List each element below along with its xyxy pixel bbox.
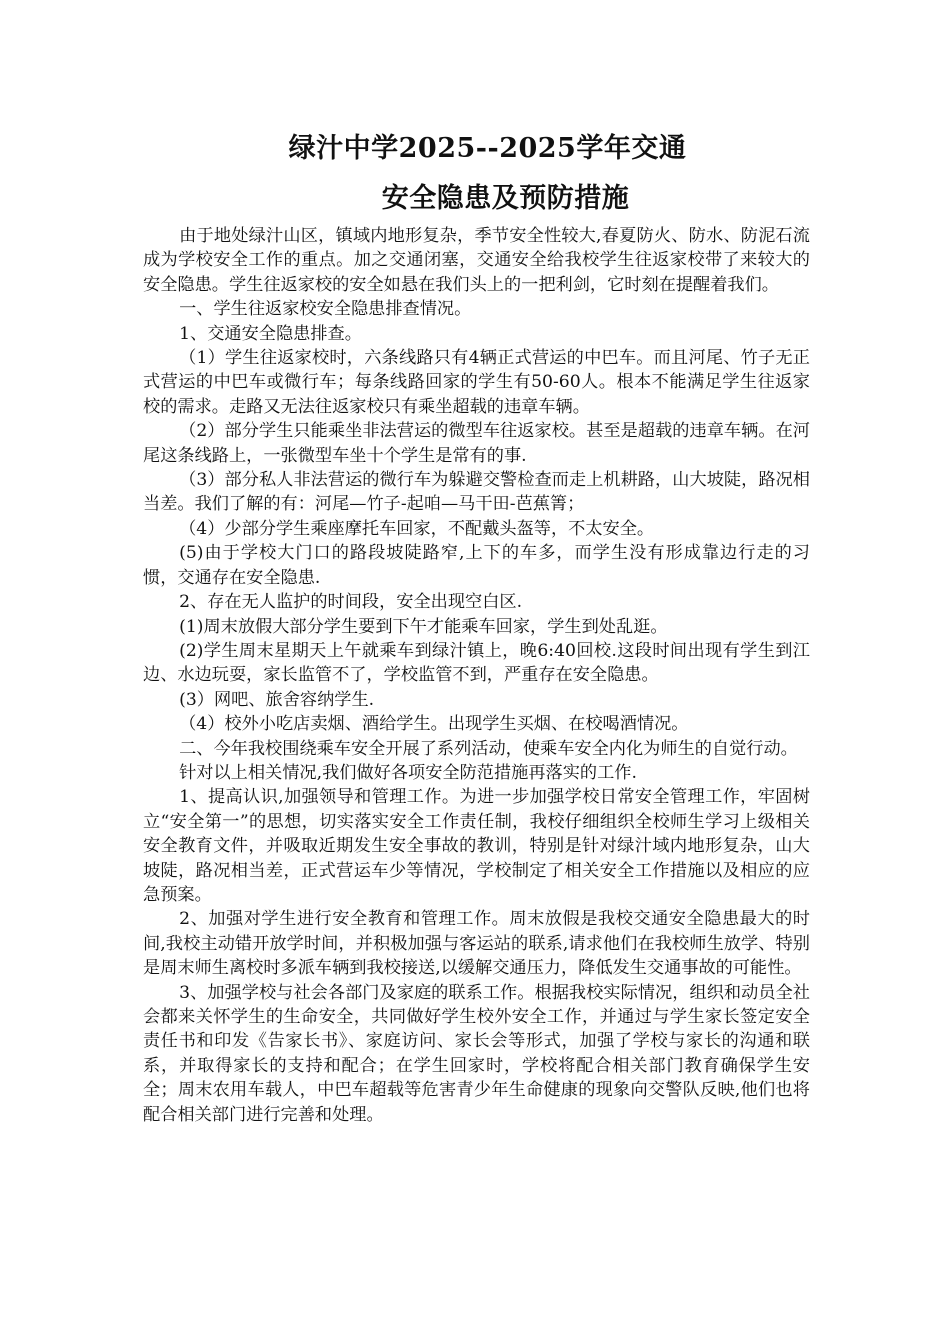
- subsection-heading-1-2: 2、存在无人监护的时间段，安全出现空白区.: [179, 592, 523, 613]
- paragraph-intro: 由于地处绿汁山区，镇域内地形复杂，季节安全性较大,春夏防火、防水、防泥石流成为学校安全工作的重点。加之交通闭塞，交通安全给我校学生往返家校带了来较大的安全隐患。学生往返家校的安全如悬在我们头上的一把利剑，它时刻在提醒着我们。: [143, 226, 810, 295]
- list-item: (2)学生周末星期天上午就乘车到绿汁镇上，晚6:40回校.这段时间出现有学生到江边、水边玩耍，家长监管不了，学校监管不到，严重存在安全隐患。: [143, 640, 810, 686]
- measure-paragraph: 3、加强学校与社会各部门及家庭的联系工作。根据我校实际情况，组织和动员全社会都来关怀学生的生命安全，共同做好学生校外安全工作，并通过与学生家长签定安全责任书和印发《告家长书》、家庭访问、家长会等形式，加强了学校与家长的沟通和联系，并取得家长的支持和配合；在学生回家时，学校将配合相关部门教育确保学生安全；周末农用车载人，中巴车超载等危害青少年生命健康的现象向交警队反映,他们也将配合相关部门进行完善和处理。: [143, 982, 810, 1125]
- subsection-heading-1-1: 1、交通安全隐患排查。: [179, 323, 362, 344]
- paragraph: 针对以上相关情况,我们做好各项安全防范措施再落实的工作.: [179, 762, 637, 783]
- measure-paragraph: 1、提高认识,加强领导和管理工作。为进一步加强学校日常安全管理工作，牢固树立“安全第一”的思想，切实落实安全工作责任制，我校仔细组织全校师生学习上级相关安全教育文件，并吸取近期发生安全事故的教训，特别是针对绿汁域内地形复杂，山大坡陡，路况相当差，正式营运车少等情况，学校制定了相关安全工作措施以及相应的应急预案。: [143, 787, 810, 905]
- list-item: （2）部分学生只能乘坐非法营运的微型车往返家校。甚至是超载的违章车辆。在河尾这条线路上，一张微型车坐十个学生是常有的事.: [143, 421, 810, 466]
- list-item: (3）网吧、旅舍容纳学生.: [179, 689, 375, 710]
- list-item: （4）少部分学生乘座摩托车回家，不配戴头盔等，不太安全。: [179, 518, 655, 539]
- list-item: （3）部分私人非法营运的微行车为躲避交警检查而走上机耕路，山大坡陡，路况相当差。我们了解的有：河尾—竹子-起咱—马干田-芭蕉箐；: [143, 470, 810, 515]
- list-item: (1)周末放假大部分学生要到下午才能乘车回家，学生到处乱逛。: [179, 616, 668, 637]
- section-heading-1: 一、学生往返家校安全隐患排查情况。: [179, 299, 472, 320]
- section-heading-2: 二、今年我校围绕乘车安全开展了系列活动，使乘车安全内化为师生的自觉行动。: [179, 738, 798, 759]
- list-item: （4）校外小吃店卖烟、酒给学生。出现学生买烟、在校喝酒情况。: [179, 714, 689, 735]
- list-item: （1）学生往返家校时，六条线路只有4辆正式营运的中巴车。而且河尾、竹子无正式营运的中巴车或微行车；每条线路回家的学生有50-60人。根本不能满足学生往返家校的需求。走路又无法往返家校只有乘坐超载的违章车辆。: [143, 348, 810, 417]
- list-item: (5)由于学校大门口的路段坡陡路窄,上下的车多，而学生没有形成靠边行走的习惯，交通存在安全隐患.: [143, 543, 810, 588]
- document-body: [143, 224, 810, 1127]
- document-title-line-2: 安全隐患及预防措施: [381, 183, 630, 214]
- document-title-line-1: 绿汁中学2025--2025学年交通: [288, 133, 687, 164]
- measure-paragraph: 2、加强对学生进行安全教育和管理工作。周末放假是我校交通安全隐患最大的时间,我校主动错开放学时间，并积极加强与客运站的联系,请求他们在我校师生放学、特别是周末师生离校时多派车辆到我校接送,以缓解交通压力，降低发生交通事故的可能性。: [143, 909, 810, 979]
